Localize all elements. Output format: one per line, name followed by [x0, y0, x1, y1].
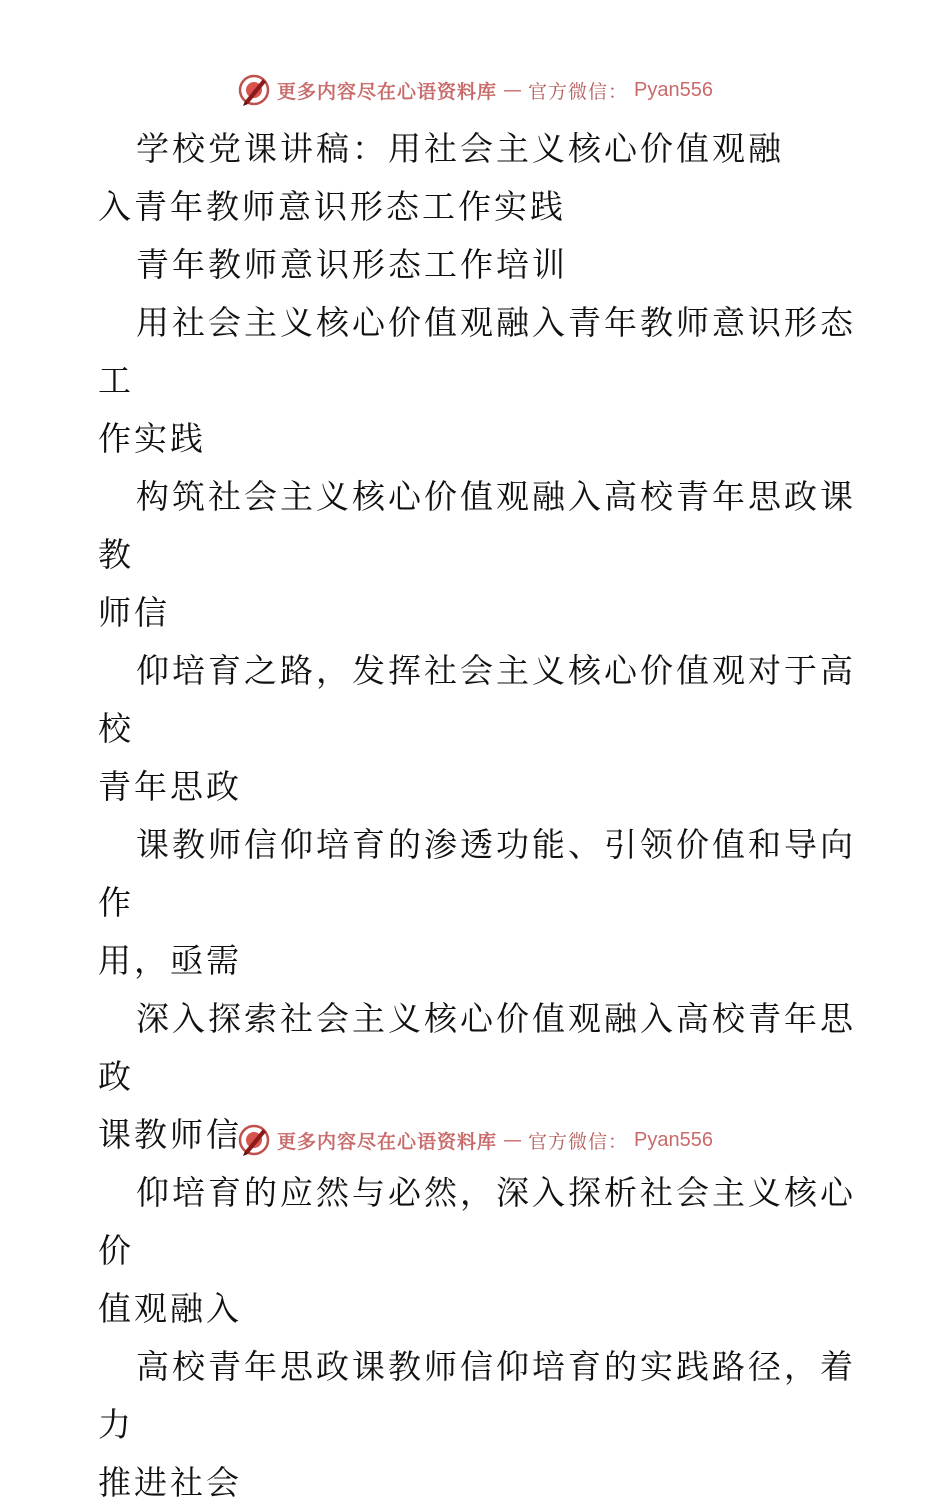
paragraph: [98, 120, 858, 236]
banner-wechat-id: Pyan556: [634, 78, 713, 101]
paragraph-line: 仰培育的应然与必然，深入探析社会主义核心价: [98, 1173, 856, 1270]
banner-wechat-id: Pyan556: [634, 1128, 713, 1151]
banner-text: 更多内容尽在心语资料库: [277, 1130, 498, 1153]
paragraph-line: 学校党课讲稿：用社会主义核心价值观融: [136, 129, 784, 168]
paragraph-line: 青年教师意识形态工作培训: [136, 245, 568, 284]
paragraph: [98, 468, 858, 642]
paragraph-line: 高校青年思政课教师信仰培育的实践路径，着力: [98, 1347, 856, 1444]
paragraph-line: 构筑社会主义核心价值观融入高校青年思政课教: [98, 477, 856, 574]
paragraph-line: 入青年教师意识形态工作实践: [98, 187, 566, 226]
header-banner: [0, 70, 950, 110]
paragraph: [98, 1164, 858, 1338]
paragraph-line: 课教师信仰培育的渗透功能、引领价值和导向作: [98, 825, 856, 922]
paragraph: [98, 1338, 858, 1512]
paragraph-line: 课教师信: [98, 1115, 242, 1154]
document-body: [98, 120, 858, 1512]
pen-logo-icon: [237, 73, 271, 107]
paragraph-line: 作实践: [98, 419, 206, 458]
paragraph-line: 师信: [98, 593, 170, 632]
banner-subtitle: 官方微信：: [528, 80, 629, 103]
paragraph: [98, 236, 858, 294]
banner-dash: —: [503, 79, 523, 101]
banner-subtitle: 官方微信：: [528, 1130, 629, 1153]
paragraph-line: 深入探索社会主义核心价值观融入高校青年思政: [98, 999, 856, 1096]
paragraph-line: 值观融入: [98, 1289, 242, 1328]
banner-text: 更多内容尽在心语资料库: [277, 80, 498, 103]
footer-banner: [0, 1120, 950, 1160]
pen-logo-icon: [237, 1123, 271, 1157]
paragraph-line: 青年思政: [98, 767, 242, 806]
banner-dash: —: [503, 1129, 523, 1151]
paragraph-line: 推进社会: [98, 1463, 242, 1502]
paragraph-line: 用社会主义核心价值观融入青年教师意识形态工: [98, 303, 856, 400]
paragraph: [98, 294, 858, 468]
paragraph: [98, 816, 858, 990]
paragraph-line: 用，亟需: [98, 941, 242, 980]
paragraph-line: 仰培育之路，发挥社会主义核心价值观对于高校: [98, 651, 856, 748]
paragraph: [98, 642, 858, 816]
